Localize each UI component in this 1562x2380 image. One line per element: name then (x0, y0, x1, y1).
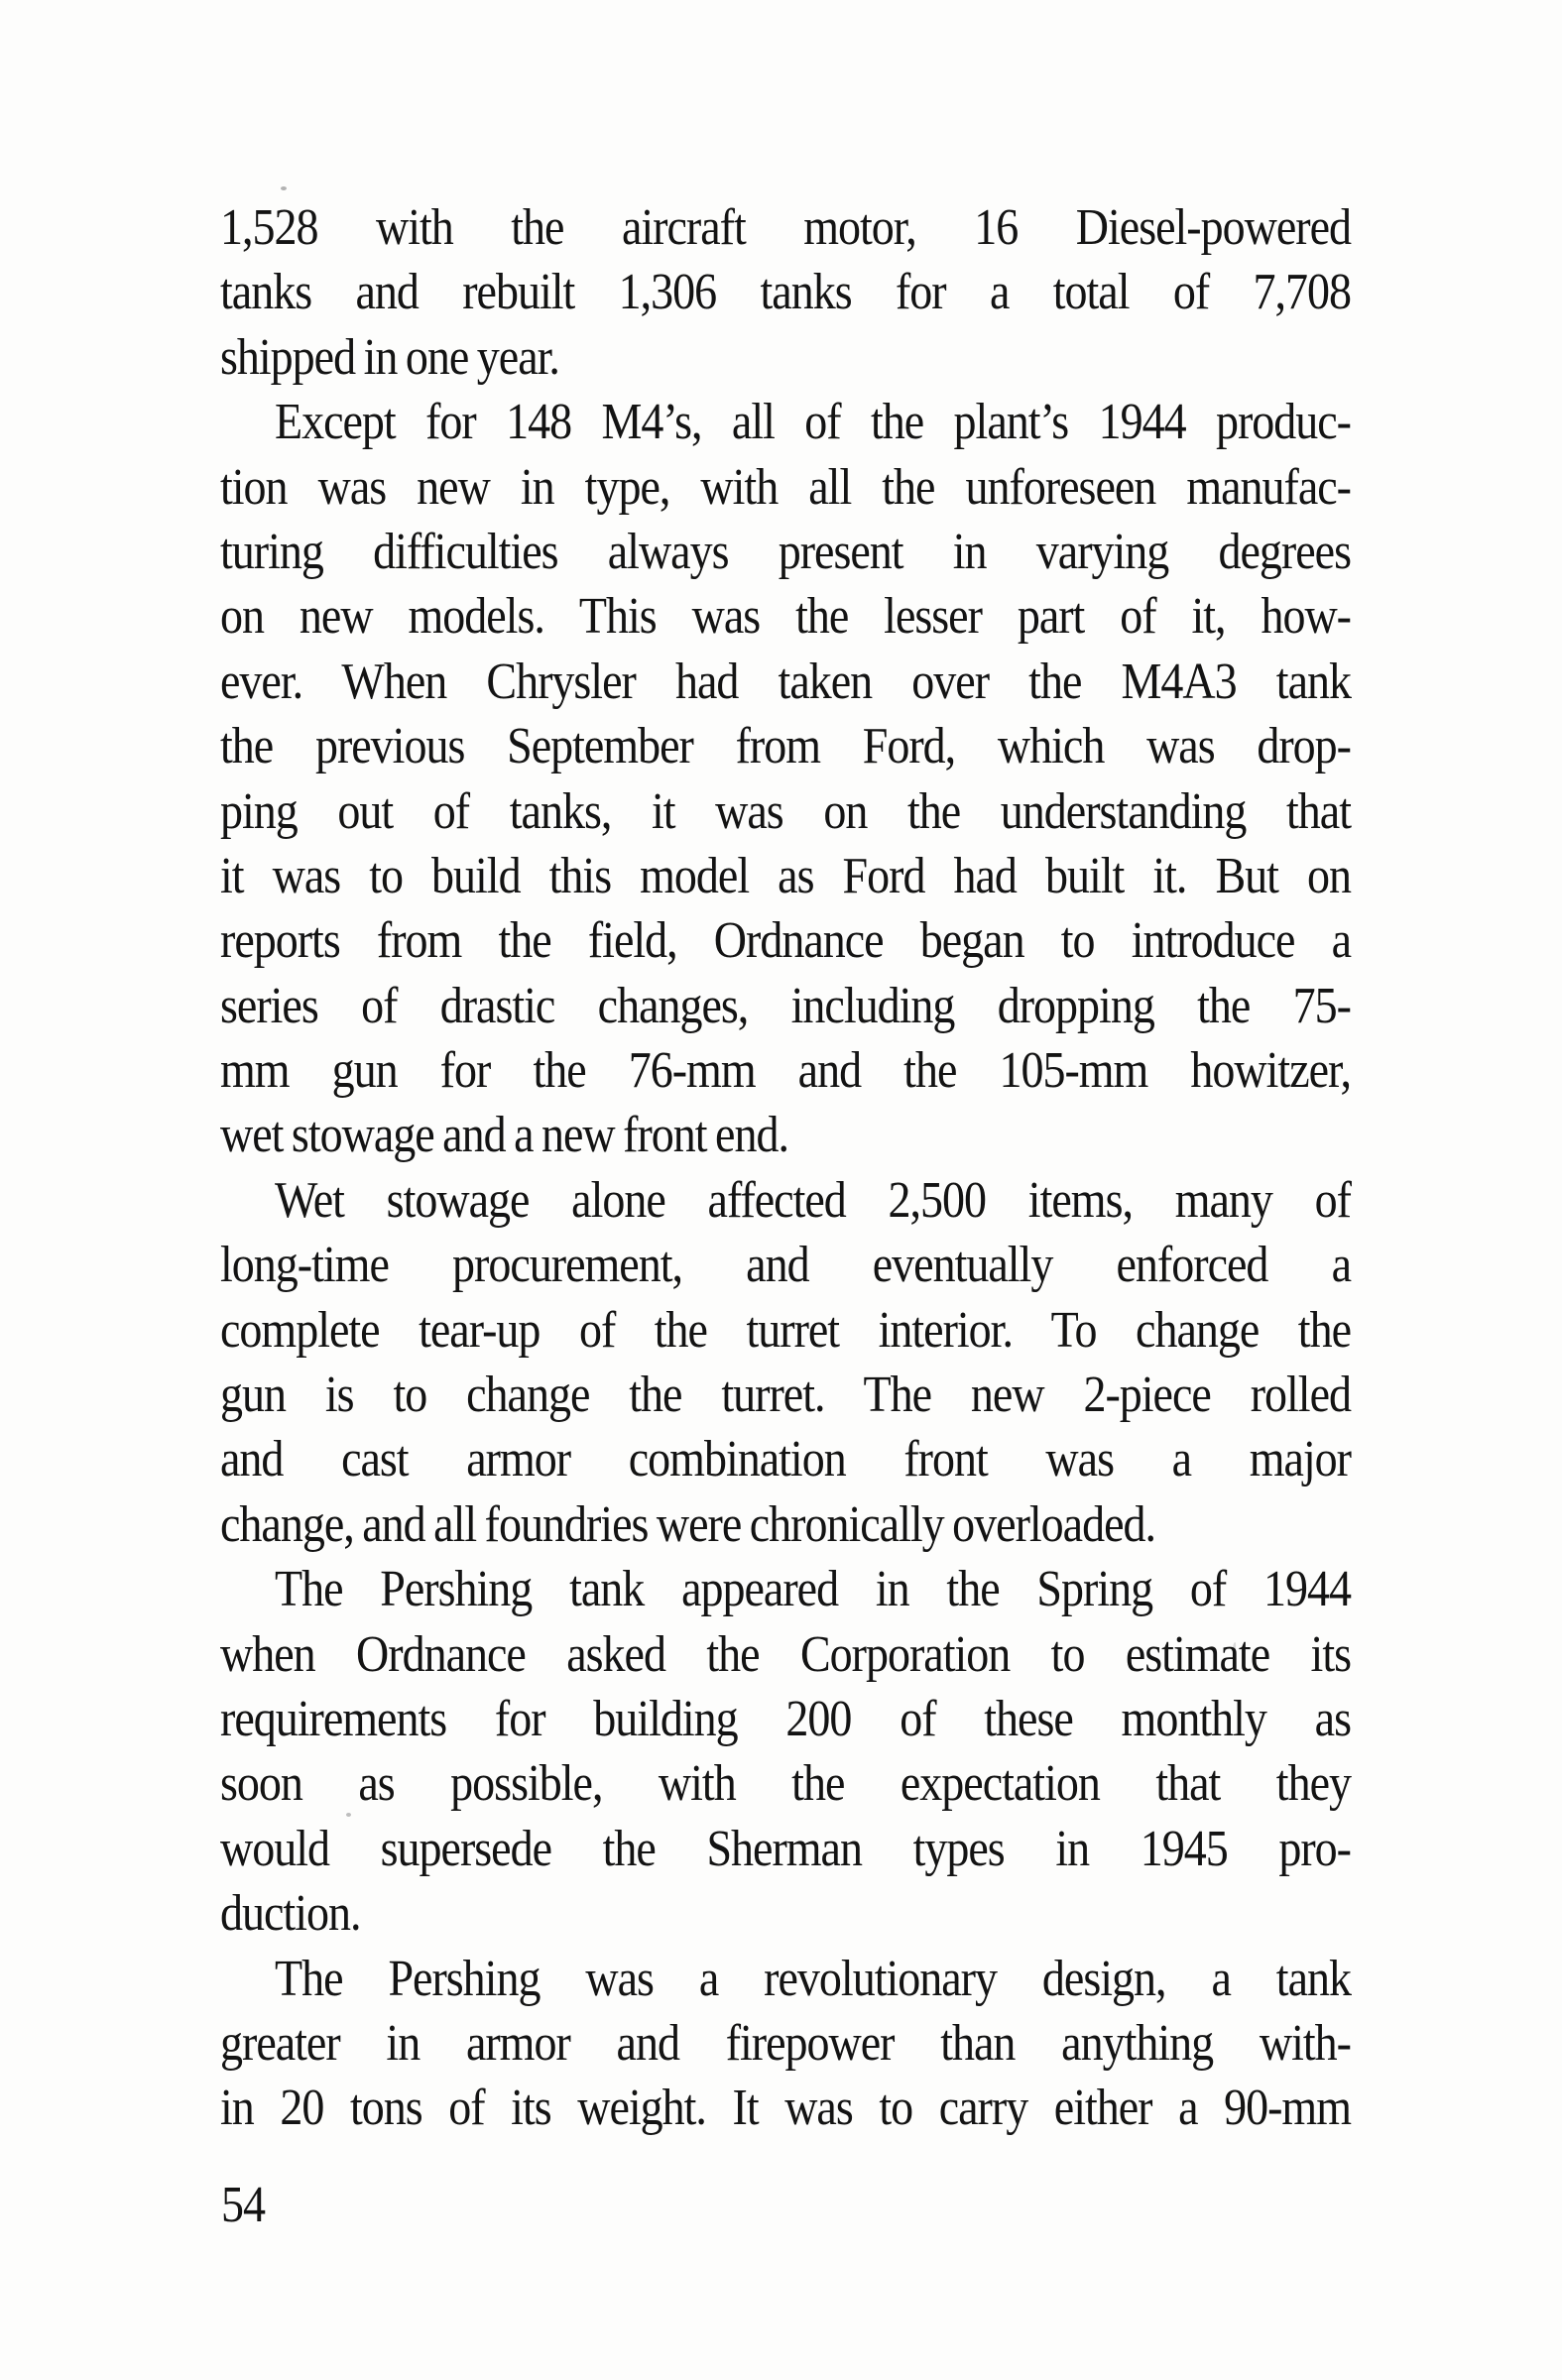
text-line: requirements for building 200 of these monthly as (220, 1689, 1351, 1747)
text-line: mm gun for the 76-mm and the 105-mm howitzer, (220, 1040, 1351, 1099)
text-line: The Pershing tank appeared in the Spring of 1944 (275, 1560, 1351, 1617)
text-line: 1,528 with the aircraft motor, 16 Diesel-powered (220, 197, 1351, 256)
text-line: wet stowage and a new front end. (220, 1106, 788, 1163)
text-line: Except for 148 M4’s, all of the plant’s 1944 produc- (275, 392, 1351, 450)
text-line: gun is to change the turret. The new 2-piece rolled (220, 1365, 1351, 1423)
text-line: long-time procurement, and eventually enforced a (220, 1236, 1351, 1293)
text-line: on new models. This was the lesser part of it, how- (220, 587, 1351, 645)
text-line: change, and all foundries were chronically overloaded. (220, 1494, 1156, 1553)
text-line: would supersede the Sherman types in 1945 pro- (220, 1819, 1351, 1877)
text-line: ping out of tanks, it was on the understanding that (220, 781, 1351, 839)
text-line: The Pershing was a revolutionary design, a tank (275, 1949, 1351, 2006)
text-line: greater in armor and firepower than anything with- (220, 2013, 1351, 2072)
text-line: complete tear-up of the turret interior. To change the (220, 1300, 1351, 1359)
text-line: in 20 tons of its weight. It was to carry either a 90-mm (220, 2079, 1351, 2136)
text-line: series of drastic changes, including dropping the 75- (220, 976, 1351, 1034)
text-block (220, 195, 1351, 2141)
text-line: duction. (220, 1883, 361, 1942)
text-line: tion was new in type, with all the unforeseen manufac- (220, 457, 1351, 516)
text-line: reports from the field, Ordnance began to introduce a (220, 911, 1351, 969)
text-line: ever. When Chrysler had taken over the M4A3 tank (220, 652, 1351, 710)
text-line: shipped in one year. (220, 327, 559, 386)
page-number: 54 (221, 2175, 265, 2233)
text-line: Wet stowage alone affected 2,500 items, many of (275, 1170, 1351, 1229)
text-line: the previous September from Ford, which was drop- (220, 716, 1351, 774)
text-line: when Ordnance asked the Corporation to estimate its (220, 1624, 1351, 1683)
text-line: tanks and rebuilt 1,306 tanks for a total of 7,708 (220, 263, 1351, 320)
text-line: it was to build this model as Ford had built it. But on (220, 846, 1351, 904)
text-line: soon as possible, with the expectation that they (220, 1754, 1351, 1812)
text-line: turing difficulties always present in varying degrees (220, 522, 1351, 580)
text-line: and cast armor combination front was a major (220, 1430, 1351, 1488)
